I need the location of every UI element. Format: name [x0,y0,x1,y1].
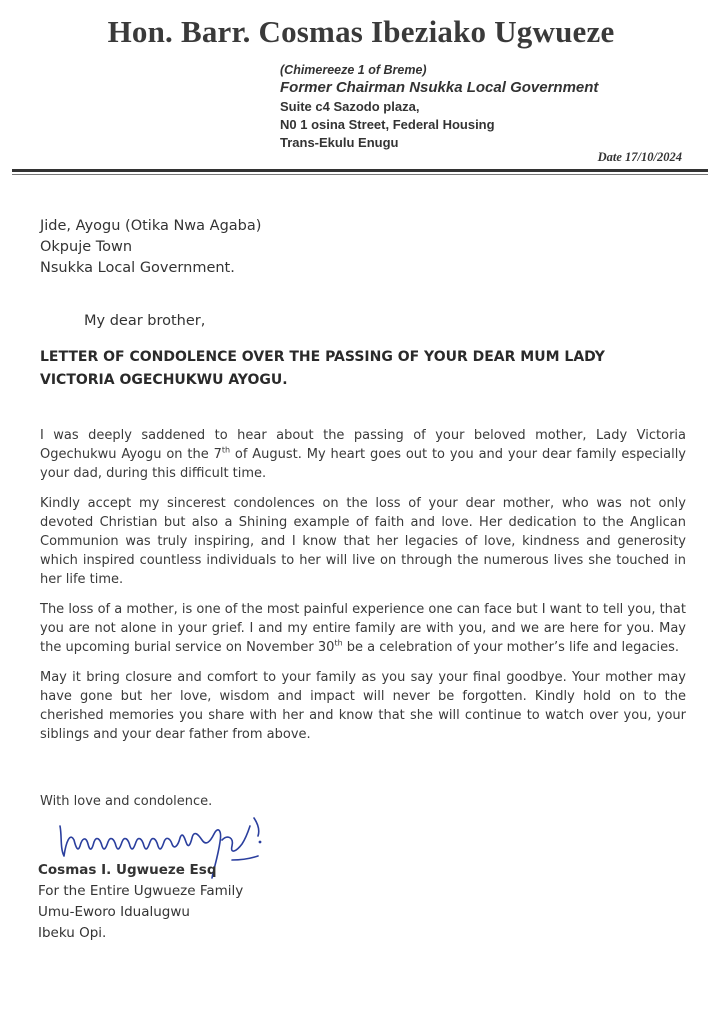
letterhead-address-line: N0 1 osina Street, Federal Housing [280,117,495,132]
recipient-line: Okpuje Town [40,239,133,255]
letterhead-alias: (Chimereeze 1 of Breme) [280,63,427,77]
recipient-address [40,216,261,279]
body-paragraph: I was deeply saddened to hear about the passing of your beloved mother, Lady Victoria Ogechukwu Ayogu on the 7th of August. My heart goes out to you and your dear family especially your dad, during this difficult time. [40,428,686,481]
signatory-line: Umu-Eworo Idualugwu [38,904,190,920]
letterhead-name: Hon. Barr. Cosmas Ibeziako Ugwueze [107,14,615,49]
recipient-line: Jide, Ayogu (Otika Nwa Agaba) [40,218,262,234]
letter-body [40,426,686,755]
letterhead-details [280,62,598,152]
body-paragraph: May it bring closure and comfort to your family as you say your final goodbye. Your mother may have gone but her love, wisdom and impact will never be forgotten. Kindly hold on to the cherished memories you share with her and know that she will continue to watch over you, your siblings and your dear father from above. [40,670,686,742]
body-paragraph: The loss of a mother, is one of the most painful experience one can face but I want to tell you, that you are not alone in your grief. I and my entire family are with you, and we are here for you. May the upcoming burial service on November 30th be a celebration of your mother’s life and legacies. [40,602,686,655]
letterhead-address-line: Suite c4 Sazodo plaza, [280,99,420,114]
letterhead-role: Former Chairman Nsukka Local Government [280,79,599,96]
signatory-line: Ibeku Opi. [38,925,107,941]
subject-heading: LETTER OF CONDOLENCE OVER THE PASSING OF YOUR DEAR MUM LADY VICTORIA OGECHUKWU AYOGU. [40,349,605,388]
salutation: My dear brother, [84,313,206,329]
signatory-block [38,860,243,944]
letterhead-address-line: Trans-Ekulu Enugu [280,135,399,150]
signatory-line: For the Entire Ugwueze Family [38,883,244,899]
closing-line: With love and condolence. [40,794,213,809]
body-paragraph: Kindly accept my sincerest condolences on the loss of your dear mother, who was not only devoted Christian but also a Shining example of faith and love. Her dedication to the Anglican Communion was truly inspiring, and I know that her legacies of love, kindness and generosity which inspired countless individuals to her will live on through the numerous lives she touched in her life time. [40,496,686,587]
recipient-line: Nsukka Local Government. [40,260,235,276]
letterhead-divider [12,169,708,172]
letterhead-divider-thin [12,174,708,175]
letter-date: Date 17/10/2024 [597,150,682,164]
signatory-name: Cosmas I. Ugwueze Esq [38,862,217,878]
